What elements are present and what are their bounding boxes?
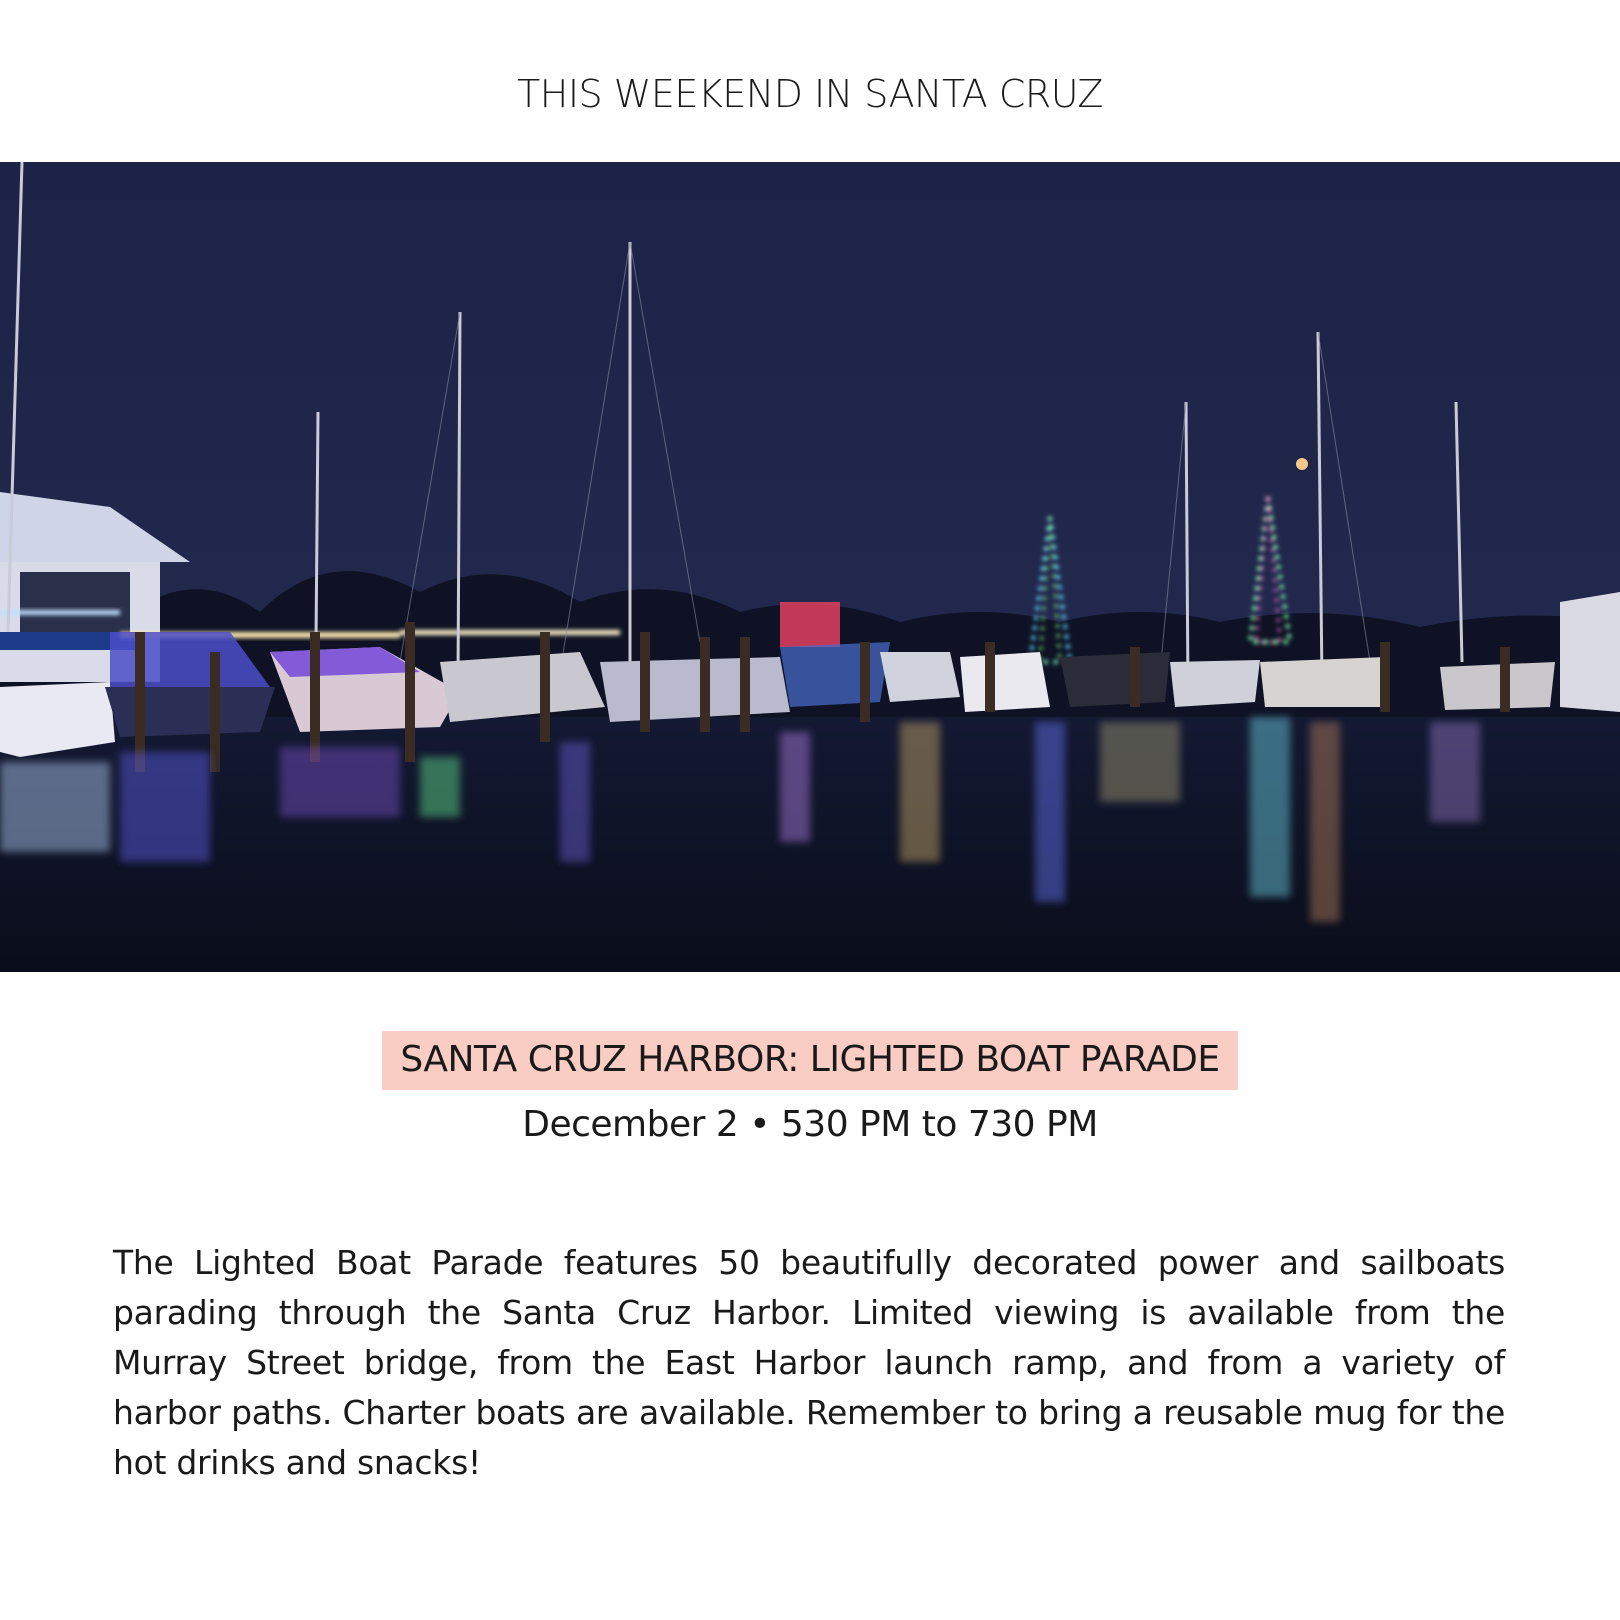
event-description: The Lighted Boat Parade features 50 beautifully decorated power and sailboats parading through the Santa Cruz Harbor. Limited viewing is available from the Murray Street bridge, from the East Harbor launch ramp, and from a variety of harbor paths. Charter boats are available. Remember to bring a reusable mug for the hot drinks and snacks!: [113, 1243, 1505, 1482]
hero-image-harbor-night: [0, 162, 1620, 972]
page-title: THIS WEEKEND IN SANTA CRUZ: [517, 72, 1103, 116]
event-title: SANTA CRUZ HARBOR: LIGHTED BOAT PARADE: [382, 1031, 1237, 1090]
event-date-time: December 2 • 530 PM to 730 PM: [522, 1104, 1098, 1145]
event-title-container: [0, 1031, 1620, 1090]
